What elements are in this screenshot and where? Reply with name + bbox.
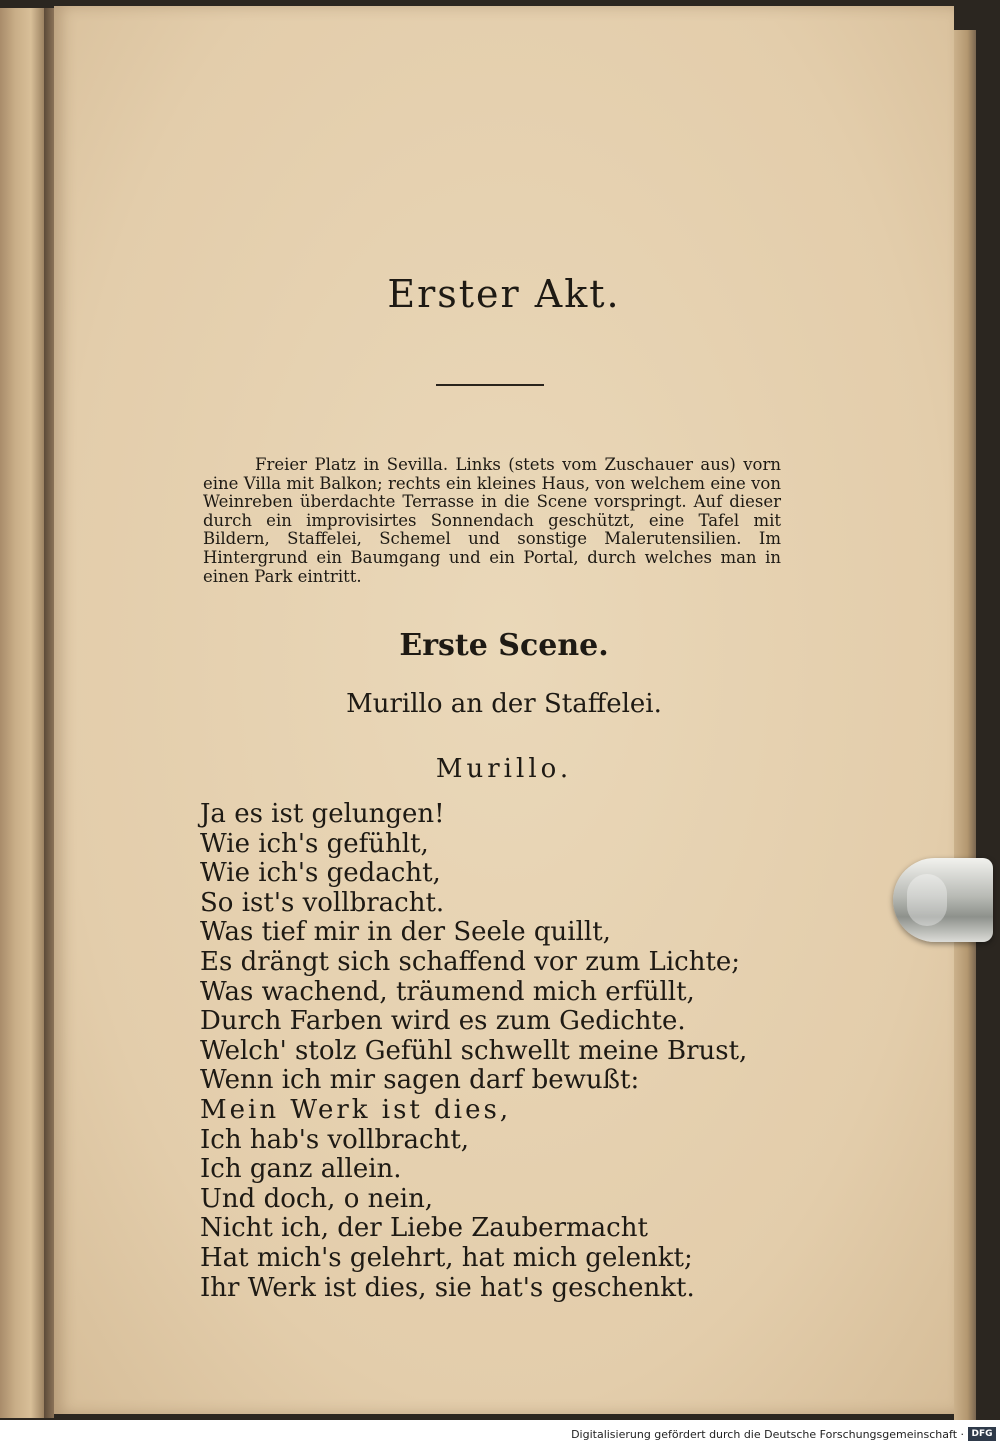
verse-line: Was tief mir in der Seele quillt, (200, 917, 611, 948)
left-page-edge (0, 8, 46, 1418)
right-page-edge (954, 30, 976, 1420)
verse-line: Ja es ist gelungen! (200, 799, 445, 829)
verse-line: Es drängt sich schaffend vor zum Lichte; (200, 946, 741, 977)
stage-direction-text: Freier Platz in Sevilla. Links (stets vom Zuschauer aus) vorn eine Villa mit Balkon; rechts ein kleines Haus, von welchem eine von Weinreben überdachte Terrasse in die Scene vorspringt. Auf dieser durch ein improvisirtes Sonnendach geschützt, eine Tafel mit Bildern, Staffelei, Schemel und sonstige Malerutensilien. Im Hintergrund ein Baumgang und ein Portal, durch welches man in einen Park eintritt. (203, 455, 781, 586)
verse-line: Welch' stolz Gefühl schwellt meine Brust, (200, 1035, 748, 1066)
act-title: Erster Akt. (387, 272, 621, 316)
verse-line: Ich hab's vollbracht, (200, 1124, 470, 1155)
verse-line: Ihr Werk ist dies, sie hat's geschenkt. (200, 1272, 695, 1303)
verse-line: Und doch, o nein, (200, 1183, 434, 1214)
verse-line: Hat mich's gelehrt, hat mich gelenkt; (200, 1242, 693, 1273)
verse-line: Nicht ich, der Liebe Zaubermacht (200, 1213, 648, 1244)
book-spine (44, 8, 54, 1418)
dfg-logo: DFG (968, 1427, 996, 1441)
title-divider (436, 384, 544, 386)
verse-line: Wenn ich mir sagen darf bewußt: (200, 1065, 640, 1096)
scene-persons: Murillo an der Staffelei. (346, 689, 662, 719)
funding-credit: Digitalisierung gefördert durch die Deutsche Forschungsgemeinschaft · (571, 1428, 964, 1441)
speaker-name: Murillo. (435, 754, 573, 784)
verse-line: Ich ganz allein. (200, 1154, 402, 1185)
verse-line: So ist's vollbracht. (200, 887, 445, 918)
verse-line: Wie ich's gefühlt, (200, 828, 429, 859)
verse-block (200, 800, 760, 1303)
verse-line: Wie ich's gedacht, (200, 858, 441, 889)
stage-direction (203, 456, 781, 586)
scene-title: Erste Scene. (399, 628, 609, 663)
page-clip (893, 858, 993, 942)
verse-line: Mein Werk ist dies, (200, 1094, 512, 1125)
verse-line: Durch Farben wird es zum Gedichte. (200, 1006, 686, 1037)
verse-line: Was wachend, träumend mich erfüllt, (200, 976, 695, 1007)
